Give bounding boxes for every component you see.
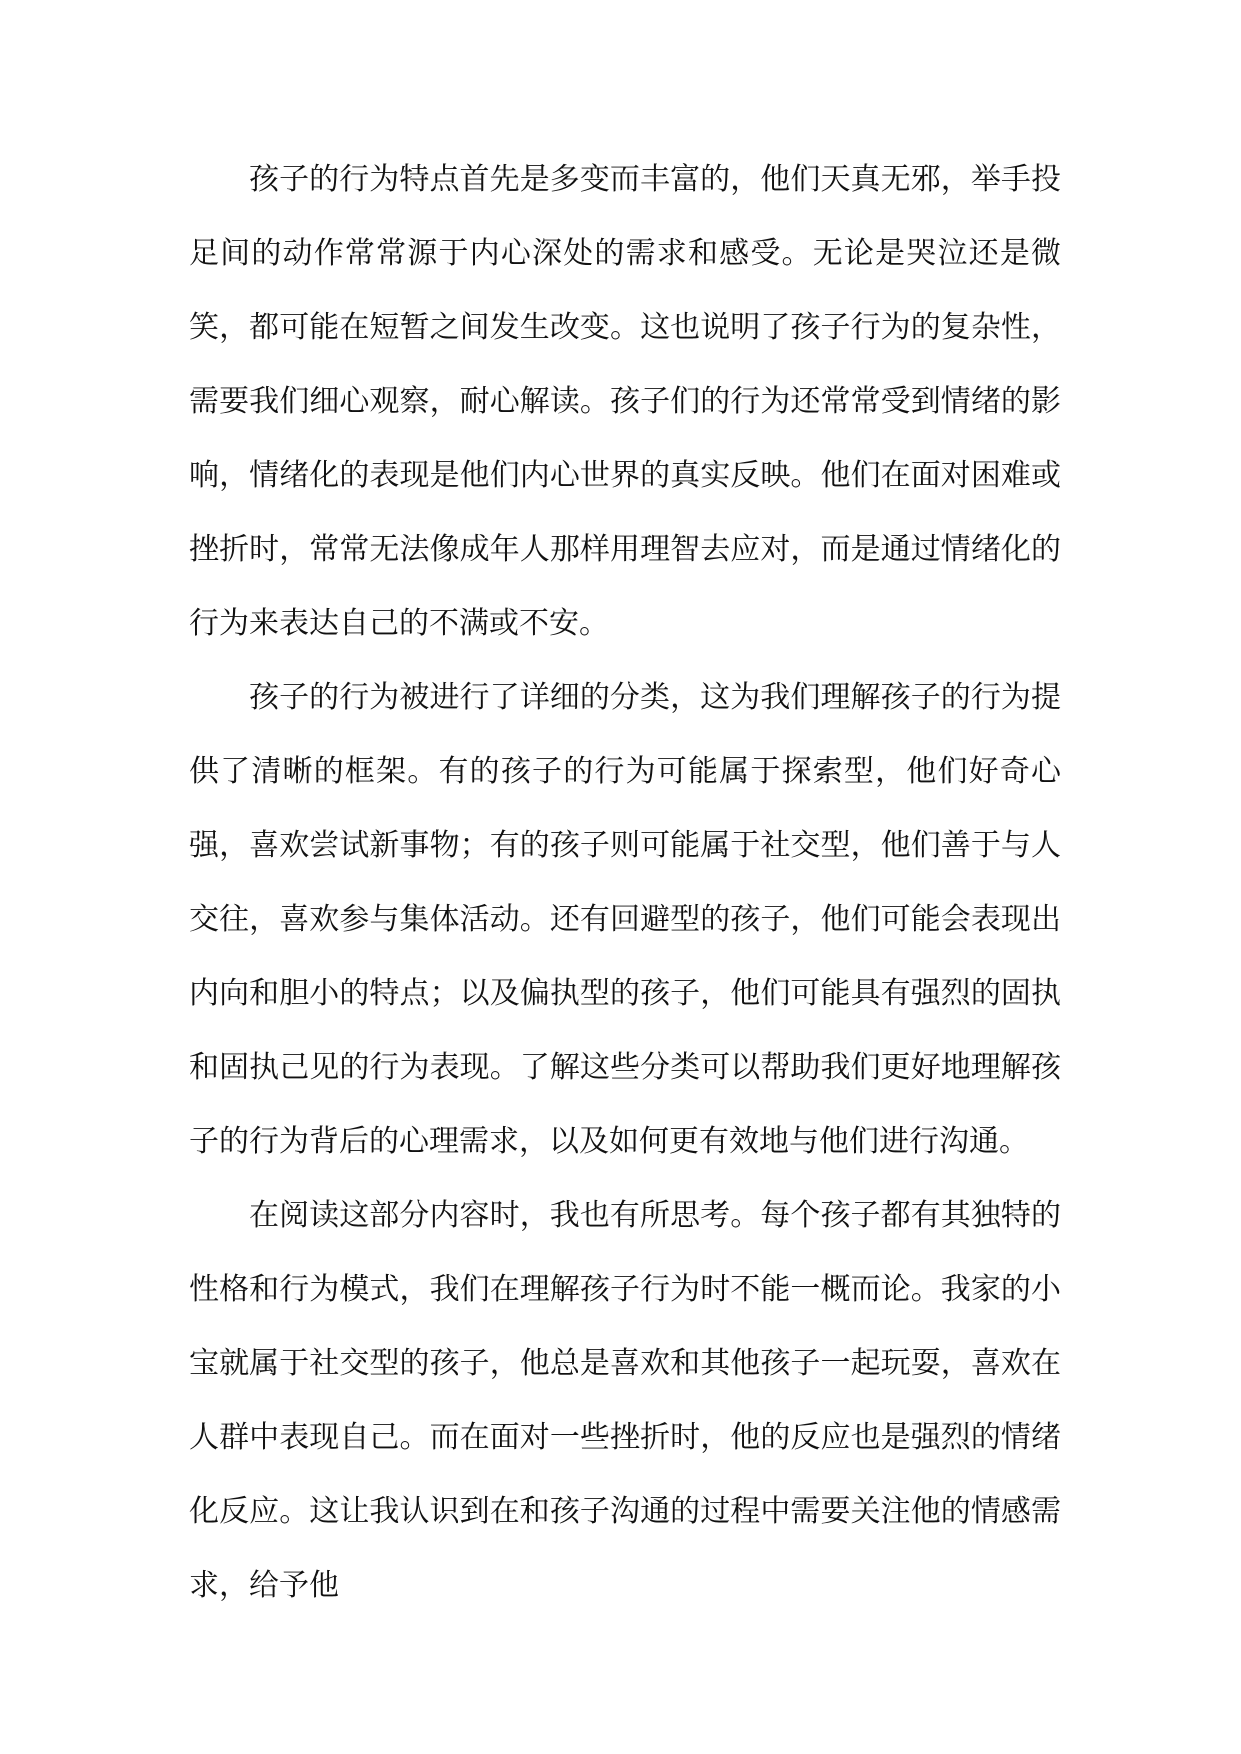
- paragraph-1: 孩子的行为特点首先是多变而丰富的，他们天真无邪，举手投足间的动作常常源于内心深处的需求和感受。无论是哭泣还是微笑，都可能在短暂之间发生改变。这也说明了孩子行为的复杂性，需要我们细心观察，耐心解读。孩子们的行为还常常受到情绪的影响，情绪化的表现是他们内心世界的真实反映。他们在面对困难或挫折时，常常无法像成年人那样用理智去应对，而是通过情绪化的行为来表达自己的不满或不安。: [189, 162, 1061, 641]
- body-text: [189, 143, 1061, 1623]
- paragraph-2: 孩子的行为被进行了详细的分类，这为我们理解孩子的行为提供了清晰的框架。有的孩子的行为可能属于探索型，他们好奇心强，喜欢尝试新事物；有的孩子则可能属于社交型，他们善于与人交往，喜欢参与集体活动。还有回避型的孩子，他们可能会表现出内向和胆小的特点；以及偏执型的孩子，他们可能具有强烈的固执和固执己见的行为表现。了解这些分类可以帮助我们更好地理解孩子的行为背后的心理需求，以及如何更有效地与他们进行沟通。: [189, 680, 1061, 1159]
- paragraph-3: 在阅读这部分内容时，我也有所思考。每个孩子都有其独特的性格和行为模式，我们在理解孩子行为时不能一概而论。我家的小宝就属于社交型的孩子，他总是喜欢和其他孩子一起玩耍，喜欢在人群中表现自己。而在面对一些挫折时，他的反应也是强烈的情绪化反应。这让我认识到在和孩子沟通的过程中需要关注他的情感需求，给予他: [189, 1198, 1061, 1603]
